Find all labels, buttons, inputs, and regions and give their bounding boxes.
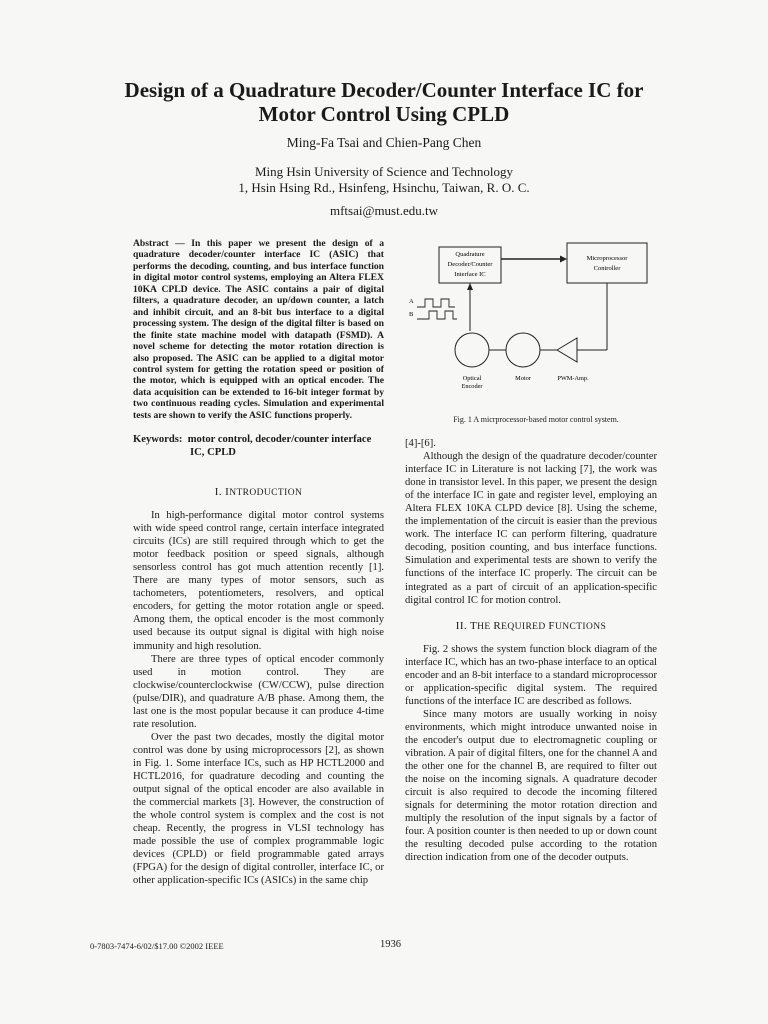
section-2-heading-part-5: UNCTIONS bbox=[554, 621, 607, 632]
right-paragraph-1: Although the design of the quadrature decoder/counter interface IC in Literature is not lacking [7], the work was done in transistor level. In this paper, we present the design of the interface IC in gate and register level, employing an Altera FLEX 10KA CLPD device [8]. Using the scheme, the implementation of the circuit is easier than the previous work. The interface IC can perform filtering, quadrature decoding, position counting, and bus interface functions. Simulation and experimental tests are shown to verify the functions of the interface IC properly. The circuit can be integrated as a part of circuit of an application-specific digital control IC for motion control. bbox=[405, 451, 657, 606]
paper-authors: Ming-Fa Tsai and Chien-Pang Chen bbox=[286, 135, 482, 150]
motor-label: Motor bbox=[515, 375, 531, 382]
controller-block bbox=[567, 243, 647, 283]
decoder-input-arrowhead bbox=[467, 283, 473, 290]
decoder-block-label-2: Decoder/Counter bbox=[447, 261, 493, 268]
decoder-block-label-1: Quadrature bbox=[455, 251, 485, 258]
encoder-label-2: Encoder bbox=[461, 383, 483, 390]
section-1-heading-rest: NTRODUCTION bbox=[229, 488, 303, 498]
affiliation-line-1: Ming Hsin University of Science and Technology bbox=[254, 164, 514, 179]
amp-label: PWM-Amp. bbox=[557, 375, 589, 382]
continuation-refs: [4]-[6]. bbox=[405, 438, 436, 449]
right-paragraph-2: Fig. 2 shows the system function block diagram of the interface IC, which has an two-phase interface to an optical encoder and an 8-bit interface to a standard microprocessor or application-specific digital system. The required functions of the interface IC are described as follows. bbox=[405, 643, 657, 707]
page-number: 1936 bbox=[380, 939, 401, 950]
pwm-amp-symbol bbox=[557, 338, 577, 362]
figure-1-diagram bbox=[405, 235, 667, 435]
keywords-line-2: IC, CPLD bbox=[190, 447, 236, 458]
section-2-heading-prefix: II. T bbox=[455, 619, 478, 632]
right-column bbox=[405, 437, 657, 864]
intro-paragraph-2: There are three types of optical encoder commonly used in motion control. They are clockwise/counterclockwise (CW/CCW), pulse direction (pulse/DIR), and quadrature A/B phase. Among them, the last one is the most popular because it can produce 4-time rate resolution. bbox=[133, 653, 384, 730]
intro-paragraph-3: Over the past two decades, mostly the digital motor control was done by using microprocessors [2], as shown in Fig. 1. Some interface ICs, such as HP HCTL2000 and HCTL2016, for quadrature decoding and counting the output signal of the optical encoder are also available in the commercial markets [3]. However, the construction of the whole control system is complex and the cost is not cheap. Recently, the progress in VLSI technology has made possible the use of complex programmable logic devices (CPLD) or field programmable gated arrays (FPGA) for the design of digital controller, interface IC, or other application-specific ICs (ASICs) in the same chip bbox=[133, 731, 384, 887]
section-2-heading-part-2: R bbox=[493, 619, 502, 632]
keywords-line-1: motor control, decoder/counter interface bbox=[187, 434, 372, 445]
right-paragraph-3: Since many motors are usually working in noisy environments, which might introduce unwanted noise in the encoder's output due to electromagnetic coupling or vibration. A pair of digital filters, one for the channel A and the other one for the channel B, are required to filter out the noise on the incoming signals. A quadrature decoder circuit is also required to decode the incoming filtered signals for determining the motor rotation direction and multiply the resolution of the input signals by a factor of four. A position counter is then needed to up or down count the resulting decoded pulse according to the rotation direction indication from one of the decoder outputs. bbox=[405, 708, 657, 864]
signal-a-waveform bbox=[417, 299, 455, 307]
paper-affiliation bbox=[100, 164, 668, 196]
signal-a-label: A bbox=[409, 298, 414, 305]
section-2-heading-part-1: HE bbox=[477, 621, 494, 632]
intro-paragraph-1: In high-performance digital motor control systems with wide speed control range, certain interface integrated circuits (ICs) are still required through which to get the motor feedback position or speed signals, although sensorless control has got much attention recently [1]. There are many types of motor sensors, such as tachometers, potentiometers, resolvers, and optical encoders, for getting the motor rotation angle or speed. Among them, the optical encoder is the most commonly used because its output signal is digital with high noise immunity and high resolution. bbox=[133, 510, 384, 652]
paper-email: mftsai@must.edu.tw bbox=[329, 203, 439, 218]
controller-block-label-1: Microprocessor bbox=[586, 255, 628, 262]
encoder-circle bbox=[455, 333, 489, 367]
decoder-block-label-3: Interface IC bbox=[454, 271, 486, 278]
paper-title: Design of a Quadrature Decoder/Counter Interface IC for Motor Control Using CPLD bbox=[124, 78, 644, 126]
section-heading-introduction bbox=[133, 486, 384, 500]
bus-arrowhead bbox=[560, 256, 567, 263]
encoder-label-1: Optical bbox=[462, 375, 482, 382]
signal-b-waveform bbox=[417, 311, 457, 319]
figure-1-caption: Fig. 1 A micrprocessor-based motor control system. bbox=[453, 415, 619, 424]
keywords bbox=[133, 433, 384, 459]
copyright-footer: 0-7803-7474-6/02/$17.00 ©2002 IEEE bbox=[90, 941, 224, 951]
controller-block-label-2: Controller bbox=[593, 265, 621, 272]
section-heading-required-functions bbox=[405, 620, 657, 634]
introduction-section bbox=[133, 486, 384, 887]
section-2-heading-part-4: F bbox=[548, 619, 555, 632]
signal-b-label: B bbox=[409, 311, 414, 318]
affiliation-line-2: 1, Hsin Hsing Rd., Hsinfeng, Hsinchu, Taiwan, R. O. C. bbox=[238, 180, 530, 195]
abstract: Abstract — In this paper we present the design of a quadrature decoder/counter interface IC (ASIC) that performs the decoding, counting, and bus interface function in digital motor control systems, employing an Altera FLEX 10KA CPLD device. The ASIC contains a pair of digital filters, a quadrature decoder, an up/down counter, a latch and inhibit circuit, and an 8-bit bus interface to a digital processing system. The design of the digital filter is based on the finite state machine model with datapath (FSMD). A novel scheme for detecting the motor rotation direction is also proposed. The ASIC can be applied to a digital motor control system for getting the rotation speed or position of the motor, which is equipped with an optical encoder. The data acquisition can be extended to 16-bit integer format by two continuous reading cycles. Simulation and experimental tests are shown to verify the ASIC functions properly. bbox=[133, 238, 384, 421]
motor-circle bbox=[506, 333, 540, 367]
section-2-heading-part-3: EQUIRED bbox=[501, 621, 549, 632]
section-1-heading-prefix: I. I bbox=[214, 486, 230, 498]
keywords-label: Keywords: bbox=[133, 434, 183, 445]
